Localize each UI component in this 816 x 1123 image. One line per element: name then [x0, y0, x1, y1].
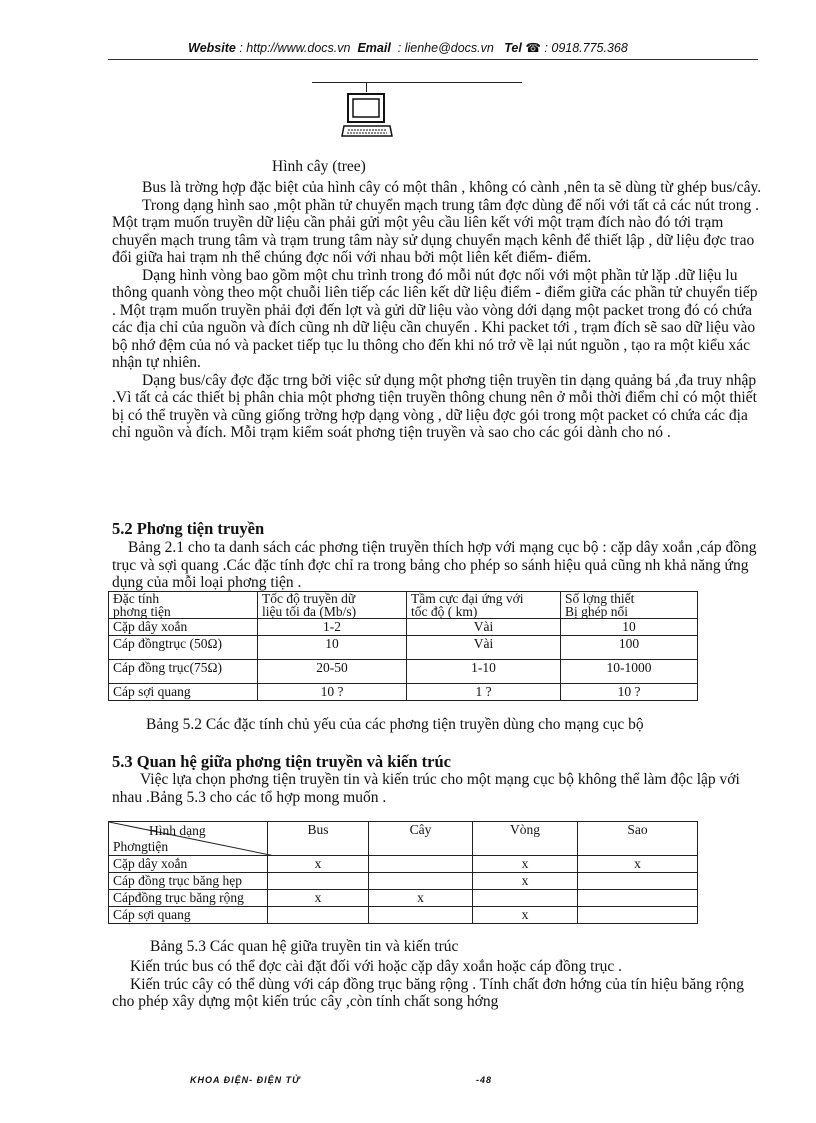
- header-rule: [108, 59, 758, 60]
- table-row: [109, 856, 698, 873]
- table-cell: [578, 890, 698, 907]
- table-header-row: [109, 822, 698, 856]
- table-cell: 1-2: [258, 619, 407, 636]
- table-cell: [578, 873, 698, 890]
- computer-icon: [340, 92, 394, 140]
- tree-drop-line: [366, 82, 367, 92]
- table-cell: 10 ?: [258, 684, 407, 701]
- section-5-3-heading: 5.3 Quan hệ giữa phơng tiện truyền và kiến trúc: [112, 752, 451, 771]
- table-cell: 1 ?: [407, 684, 561, 701]
- table-header-cell: Sao: [578, 822, 698, 856]
- table-header-cell: Tốc độ truyền dữ liệu tối đa (Mb/s): [258, 592, 407, 619]
- table-cell: 10 ?: [561, 684, 698, 701]
- email-value[interactable]: : lienhe@docs.vn: [397, 41, 494, 55]
- closing-text-block: [112, 958, 762, 1011]
- section-5-2-intro: [112, 539, 762, 592]
- table-cell: Cáp sợi quang: [109, 907, 268, 924]
- table-cell: Cặp dây xoắn: [109, 619, 258, 636]
- table-cell: x: [473, 856, 578, 873]
- phone-icon: ☎: [525, 41, 541, 55]
- table-header-cell: Cây: [369, 822, 473, 856]
- table-cell: x: [268, 856, 369, 873]
- page-header: [0, 40, 816, 55]
- table-cell: Cáp đồngtrục (50Ω): [109, 636, 258, 660]
- section-5-2-intro-text: Bảng 2.1 cho ta danh sách các phơng tiện truyền thích hợp với mạng cục bộ : cặp dây xoắn ,cáp đồng trục và sợi quang .Các đặc tính đợc chỉ ra trong bảng cho phép so sánh hiệu quả cũng nh khả năng ứng dụng của mỗi loại phơng tiện .: [112, 539, 757, 591]
- paragraph-star: Trong dạng hình sao ,một phần tử chuyển mạch trung tâm đợc dùng để nối với tất cả các nút trong . Một trạm muốn truyền dữ liệu cần phải gửi một yêu cầu liên kết với một trạm đích nào đó tới trạm chuyển mạch trung tâm và trạm trung tâm này sử dụng chuyển mạch kênh để thiết lập , dữ liệu đợc trao đổi giữa hai trạm nh thể chúng đợc nối với nhau bởi một liên kết điểm- điểm.: [112, 196, 759, 266]
- tree-bus-line: [312, 82, 522, 83]
- table-row: [109, 890, 698, 907]
- table-corner-cell: [109, 822, 268, 856]
- section-5-2-heading: 5.2 Phơng tiện truyền: [112, 519, 265, 538]
- table-row: [109, 619, 698, 636]
- table-header-row: [109, 592, 698, 619]
- paragraph-ring: Dạng hình vòng bao gồm một chu trình trong đó mỗi nút đợc nối với một phần tử lặp .dữ liệu lu thông quanh vòng theo một chuỗi liên tiếp các liên kết dữ liệu điểm - điểm giữa các phần tử chuyển tiếp . Một trạm muốn truyền phải đợi đến lợt và gửi dữ liệu vào vòng dới dạng một packet trong đó có chứa các địa chỉ của nguồn và đích cũng nh dữ liệu cần chuyển . Khi packet tới , trạm đích sẽ sao dữ liệu vào bộ nhớ đệm của nó và packet tiếp tục lu thông cho đến khi nó trở về lại nút nguồn , tạo ra một kiểu xác nhận tự nhiên.: [112, 266, 758, 371]
- website-url[interactable]: : http://www.docs.vn: [239, 41, 351, 55]
- table-row: [109, 660, 698, 684]
- page-number: -48: [476, 1075, 493, 1085]
- table-5-3-caption: Bảng 5.3 Các quan hệ giữa truyền tin và kiến trúc: [150, 938, 459, 955]
- paragraph-bus-tree: Dạng bus/cây đợc đặc trng bởi việc sử dụng một phơng tiện truyền tin dạng quảng bá ,đa truy nhập .Vì tất cả các thiết bị phân chia một phơng tiện truyền thông chung nên ở mỗi thời điểm chỉ có một thiết bị có thể truyền và cũng giống trờng hợp dạng vòng , dữ liệu đợc gói trong một packet có chứa các địa chỉ nguồn và đích. Mỗi trạm kiểm soát phơng tiện truyền và sao cho các gói dành cho nó .: [112, 371, 757, 441]
- section-5-3-intro: [112, 771, 762, 806]
- table-row: [109, 636, 698, 660]
- corner-top-label: Hình dạng: [149, 823, 206, 838]
- closing-paragraph-tree: Kiến trúc cây có thể dùng với cáp đồng trục băng rộng . Tính chất đơn hớng của tín hiệu băng rộng cho phép xây dựng một kiến trúc cây ,còn tính chất song hớng: [112, 975, 745, 1010]
- table-cell: 10: [258, 636, 407, 660]
- architecture-media-table: [108, 821, 698, 924]
- footer-faculty: KHOA ĐIỆN- ĐIỆN TỬ: [190, 1075, 301, 1085]
- table-cell: 1-10: [407, 660, 561, 684]
- table-cell: x: [268, 890, 369, 907]
- table-cell: x: [473, 907, 578, 924]
- table-cell: [578, 907, 698, 924]
- table-cell: 100: [561, 636, 698, 660]
- table-cell: Cápđồng trục băng rộng: [109, 890, 268, 907]
- table-cell: Cáp sợi quang: [109, 684, 258, 701]
- table-cell: [369, 856, 473, 873]
- table-cell: x: [369, 890, 473, 907]
- table-row: [109, 684, 698, 701]
- table-cell: [369, 907, 473, 924]
- table-header-cell: Vòng: [473, 822, 578, 856]
- section-5-3-intro-text: Việc lựa chọn phơng tiện truyền tin và kiến trúc cho một mạng cục bộ không thể làm độc lập với nhau .Bảng 5.3 cho các tổ hợp mong muốn .: [112, 771, 740, 806]
- table-cell: Vài: [407, 619, 561, 636]
- table-5-2-caption-block: [112, 716, 762, 734]
- table-cell: [473, 890, 578, 907]
- corner-bottom-label: Phơngtiện: [113, 839, 169, 854]
- table-cell: [268, 873, 369, 890]
- table-cell: x: [578, 856, 698, 873]
- table-header-cell: Đặc tính phơng tiện: [109, 592, 258, 619]
- table-5-2-caption: Bảng 5.2 Các đặc tính chủ yếu của các phơng tiện truyền dùng cho mạng cục bộ: [146, 716, 644, 733]
- closing-paragraph-bus: Kiến trúc bus có thể đợc cài đặt đối với hoặc cặp dây xoắn hoặc cáp đồng trục .: [130, 958, 622, 975]
- website-label: Website: [188, 41, 236, 55]
- table-cell: 10: [561, 619, 698, 636]
- table-cell: x: [473, 873, 578, 890]
- figure-caption: Hình cây (tree): [272, 158, 366, 175]
- table-header-cell: Số lợng thiết Bị ghép nối: [561, 592, 698, 619]
- paragraph-bus: Bus là trờng hợp đặc biệt của hình cây có một thân , không có cành ,nên ta sẽ dùng từ ghép bus/cây.: [142, 179, 762, 196]
- table-cell: [369, 873, 473, 890]
- table-header-cell: Tầm cực đại ứng với tốc độ ( km): [407, 592, 561, 619]
- table-cell: 20-50: [258, 660, 407, 684]
- body-text-block-1: [112, 179, 762, 442]
- table-row: [109, 873, 698, 890]
- table-cell: 10-1000: [561, 660, 698, 684]
- media-characteristics-table: [108, 591, 698, 701]
- table-cell: Cáp đồng trục băng hẹp: [109, 873, 268, 890]
- tel-label: Tel: [504, 41, 522, 55]
- tel-value: : 0918.775.368: [544, 41, 628, 55]
- table-cell: [268, 907, 369, 924]
- email-label: Email: [357, 41, 391, 55]
- table-header-cell: Bus: [268, 822, 369, 856]
- table-cell: Vài: [407, 636, 561, 660]
- table-row: [109, 907, 698, 924]
- table-cell: Cặp dây xoắn: [109, 856, 268, 873]
- table-cell: Cáp đồng trục(75Ω): [109, 660, 258, 684]
